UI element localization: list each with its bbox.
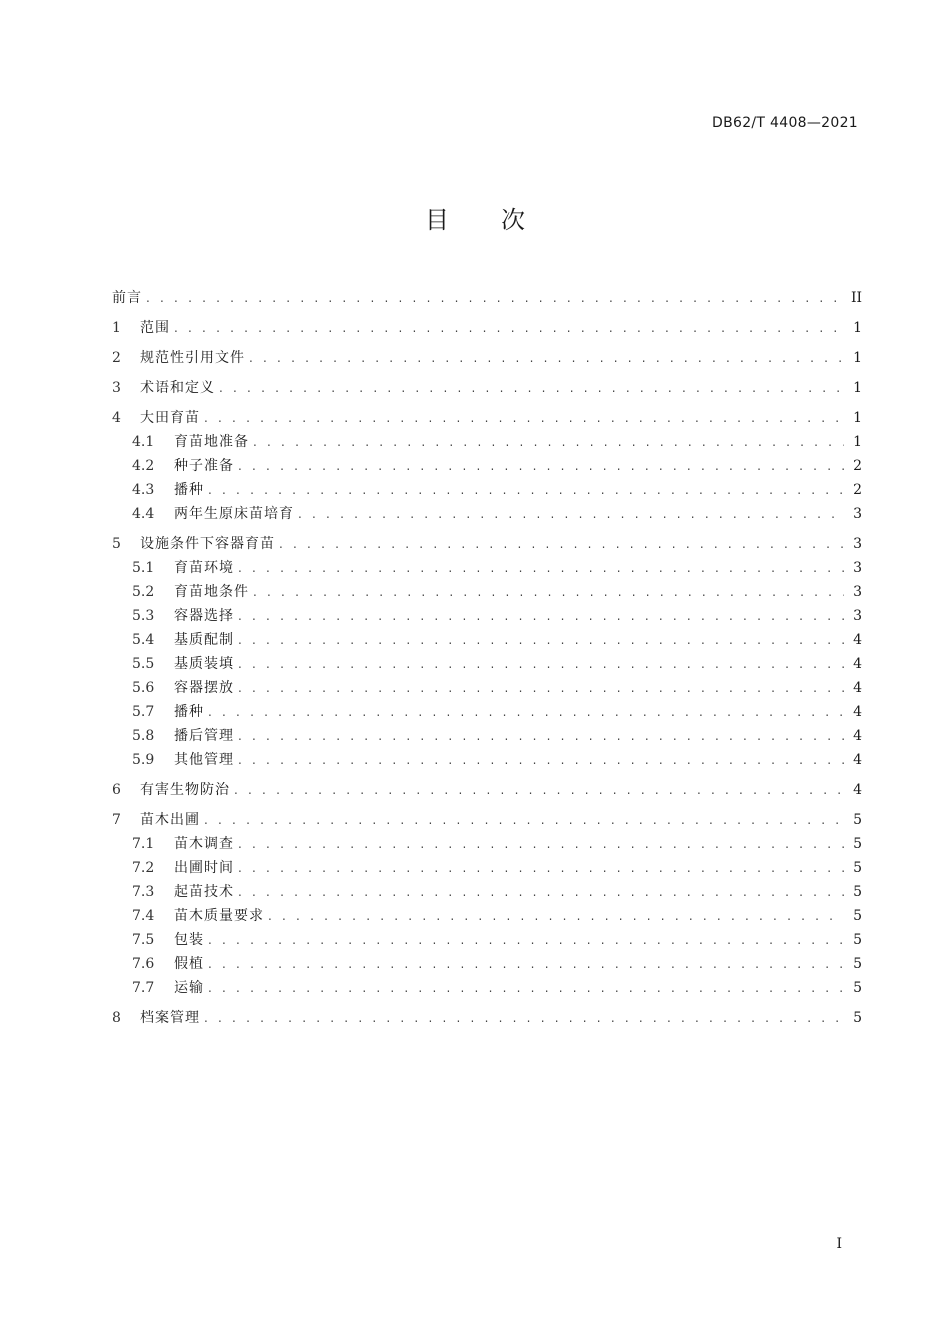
toc-entry-label: 出圃时间	[174, 860, 234, 876]
toc-entry-label: 苗木质量要求	[174, 908, 264, 924]
toc-entry-number: 7.2	[132, 860, 155, 876]
toc-entry[interactable]	[112, 406, 862, 430]
toc-entry-page: 3	[853, 560, 862, 576]
toc-entry-page: 2	[853, 458, 862, 474]
toc-entry-page: 1	[853, 380, 862, 396]
toc-entry-label: 假植	[174, 956, 204, 972]
toc-entry-label: 范围	[140, 320, 170, 336]
toc-entry[interactable]	[112, 652, 862, 676]
toc-dot-leader	[204, 808, 844, 832]
toc-dot-leader	[249, 346, 844, 370]
toc-entry-page: 4	[853, 680, 862, 696]
toc-dot-leader	[208, 976, 844, 1000]
toc-entry-page: 1	[853, 434, 862, 450]
toc-entry-number: 2	[112, 350, 121, 366]
toc-entry-page: 5	[853, 980, 862, 996]
toc-entry-number: 4.2	[132, 458, 155, 474]
toc-dot-leader	[234, 778, 844, 802]
toc-entry-number: 8	[112, 1010, 121, 1026]
toc-dot-leader	[238, 454, 844, 478]
toc-entry-page: 1	[853, 320, 862, 336]
document-code: DB62/T 4408—2021	[712, 115, 858, 131]
toc-entry-number: 4.1	[132, 434, 155, 450]
toc-entry-page: 4	[853, 656, 862, 672]
toc-entry[interactable]	[112, 628, 862, 652]
toc-entry-number: 6	[112, 782, 121, 798]
toc-entry-label: 档案管理	[140, 1010, 200, 1026]
toc-entry[interactable]	[112, 502, 862, 526]
toc-dot-leader	[208, 700, 844, 724]
toc-entry[interactable]	[112, 532, 862, 556]
toc-entry-label: 容器摆放	[174, 680, 234, 696]
toc-entry-page: 1	[853, 350, 862, 366]
toc-entry[interactable]	[112, 478, 862, 502]
toc-entry-page: 5	[853, 1010, 862, 1026]
toc-entry-number: 5.4	[132, 632, 155, 648]
toc-entry-label: 包装	[174, 932, 204, 948]
toc-dot-leader	[238, 604, 844, 628]
table-of-contents	[112, 286, 862, 1030]
toc-entry-label: 播后管理	[174, 728, 234, 744]
toc-entry-number: 5.8	[132, 728, 155, 744]
toc-entry-page: 3	[853, 584, 862, 600]
toc-entry[interactable]	[112, 904, 862, 928]
toc-entry[interactable]	[112, 580, 862, 604]
toc-entry-page: 4	[853, 752, 862, 768]
toc-dot-leader	[238, 724, 844, 748]
toc-entry-label: 前言	[112, 290, 142, 306]
toc-entry[interactable]	[112, 808, 862, 832]
toc-dot-leader	[238, 880, 844, 904]
toc-entry-page: II	[850, 290, 862, 306]
toc-entry-page: 1	[853, 410, 862, 426]
toc-dot-leader	[208, 928, 844, 952]
toc-entry-number: 5.6	[132, 680, 155, 696]
toc-entry-number: 5	[112, 536, 121, 552]
toc-entry-number: 7.1	[132, 836, 155, 852]
toc-entry-page: 3	[853, 608, 862, 624]
toc-entry-number: 7.3	[132, 884, 155, 900]
toc-entry-label: 大田育苗	[140, 410, 200, 426]
toc-entry-number: 7.5	[132, 932, 155, 948]
page-number: I	[836, 1236, 842, 1252]
toc-entry-number: 5.9	[132, 752, 155, 768]
toc-entry-page: 2	[853, 482, 862, 498]
toc-entry-label: 两年生原床苗培育	[174, 506, 294, 522]
toc-entry-number: 7.7	[132, 980, 155, 996]
toc-entry-page: 5	[853, 932, 862, 948]
toc-entry-label: 苗木出圃	[140, 812, 200, 828]
toc-entry-page: 5	[853, 836, 862, 852]
toc-entry[interactable]	[112, 316, 862, 340]
toc-dot-leader	[204, 1006, 844, 1030]
page-title: 目次	[425, 206, 577, 234]
toc-dot-leader	[253, 430, 844, 454]
toc-entry[interactable]	[112, 748, 862, 772]
toc-entry-label: 播种	[174, 482, 204, 498]
toc-entry[interactable]	[112, 346, 862, 370]
toc-entry[interactable]	[112, 724, 862, 748]
toc-entry[interactable]	[112, 376, 862, 400]
toc-entry-page: 5	[853, 956, 862, 972]
toc-entry-number: 4	[112, 410, 121, 426]
toc-dot-leader	[253, 580, 844, 604]
toc-entry-page: 5	[853, 812, 862, 828]
toc-entry[interactable]	[112, 880, 862, 904]
toc-entry-number: 5.3	[132, 608, 155, 624]
toc-dot-leader	[174, 316, 844, 340]
toc-entry[interactable]	[112, 604, 862, 628]
toc-entry-label: 育苗环境	[174, 560, 234, 576]
toc-dot-leader	[279, 532, 844, 556]
toc-entry-page: 4	[853, 704, 862, 720]
toc-entry-label: 种子准备	[174, 458, 234, 474]
toc-entry-label: 规范性引用文件	[140, 350, 245, 366]
toc-dot-leader	[208, 952, 844, 976]
toc-entry-number: 7.4	[132, 908, 155, 924]
toc-entry-number: 3	[112, 380, 121, 396]
toc-entry-number: 5.1	[132, 560, 155, 576]
toc-dot-leader	[219, 376, 844, 400]
toc-entry-number: 1	[112, 320, 121, 336]
toc-entry[interactable]	[112, 454, 862, 478]
toc-dot-leader	[238, 856, 844, 880]
toc-entry-page: 4	[853, 728, 862, 744]
toc-entry-label: 育苗地准备	[174, 434, 249, 450]
toc-entry-label: 育苗地条件	[174, 584, 249, 600]
toc-dot-leader	[238, 556, 844, 580]
toc-entry-number: 5.2	[132, 584, 155, 600]
toc-dot-leader	[298, 502, 844, 526]
toc-dot-leader	[238, 832, 844, 856]
toc-entry[interactable]	[112, 556, 862, 580]
toc-entry-label: 播种	[174, 704, 204, 720]
toc-entry[interactable]	[112, 286, 862, 310]
toc-dot-leader	[204, 406, 844, 430]
toc-entry-label: 其他管理	[174, 752, 234, 768]
toc-entry[interactable]	[112, 928, 862, 952]
toc-entry-page: 3	[853, 536, 862, 552]
toc-entry[interactable]	[112, 952, 862, 976]
toc-entry-number: 4.3	[132, 482, 155, 498]
toc-entry-label: 基质装填	[174, 656, 234, 672]
toc-entry-page: 4	[853, 632, 862, 648]
toc-dot-leader	[238, 652, 844, 676]
toc-dot-leader	[268, 904, 844, 928]
toc-entry-label: 术语和定义	[140, 380, 215, 396]
toc-entry-page: 5	[853, 884, 862, 900]
toc-entry-number: 7.6	[132, 956, 155, 972]
toc-dot-leader	[146, 286, 844, 310]
toc-entry-number: 5.7	[132, 704, 155, 720]
toc-dot-leader	[238, 748, 844, 772]
toc-dot-leader	[238, 676, 844, 700]
toc-entry-label: 运输	[174, 980, 204, 996]
toc-entry-page: 5	[853, 908, 862, 924]
toc-entry-page: 4	[853, 782, 862, 798]
toc-dot-leader	[238, 628, 844, 652]
toc-entry-page: 3	[853, 506, 862, 522]
toc-entry-label: 有害生物防治	[140, 782, 230, 798]
toc-entry-number: 4.4	[132, 506, 155, 522]
toc-entry-label: 容器选择	[174, 608, 234, 624]
toc-entry-label: 基质配制	[174, 632, 234, 648]
toc-entry[interactable]	[112, 700, 862, 724]
toc-entry[interactable]	[112, 832, 862, 856]
toc-entry-number: 7	[112, 812, 121, 828]
toc-entry-label: 设施条件下容器育苗	[140, 536, 275, 552]
toc-entry[interactable]	[112, 676, 862, 700]
toc-entry[interactable]	[112, 856, 862, 880]
toc-dot-leader	[208, 478, 844, 502]
toc-entry[interactable]	[112, 778, 862, 802]
toc-entry-label: 苗木调查	[174, 836, 234, 852]
toc-entry-label: 起苗技术	[174, 884, 234, 900]
toc-entry[interactable]	[112, 1006, 862, 1030]
toc-entry-number: 5.5	[132, 656, 155, 672]
toc-entry-page: 5	[853, 860, 862, 876]
toc-entry[interactable]	[112, 976, 862, 1000]
toc-entry[interactable]	[112, 430, 862, 454]
